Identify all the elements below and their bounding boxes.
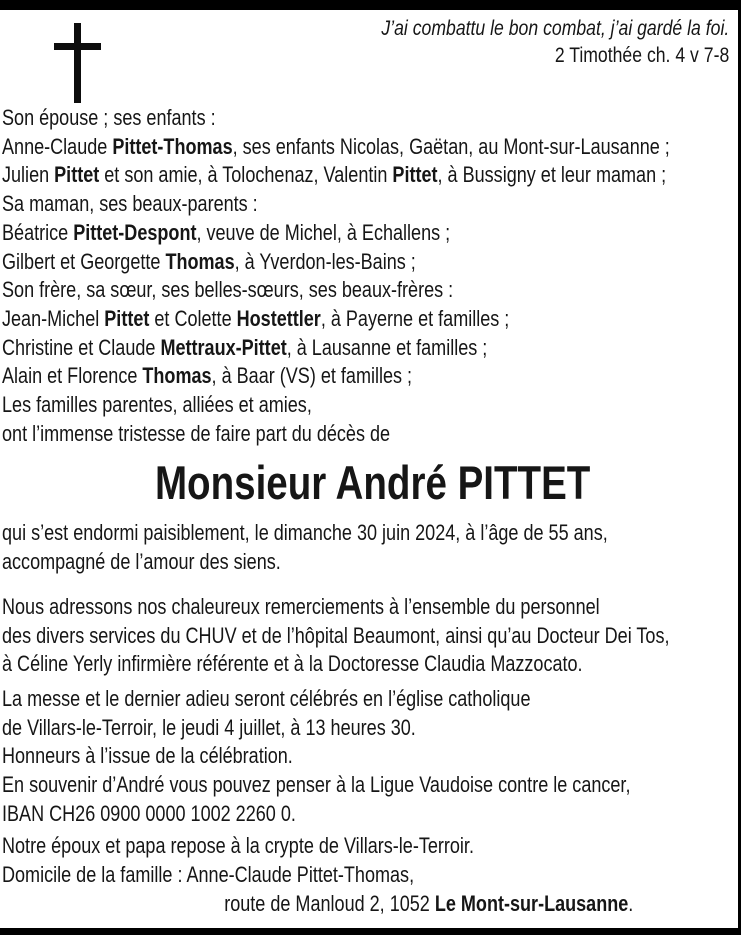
notice-body [2,104,741,919]
surname-bold: Thomas [165,248,235,274]
text-line: ont l’immense tristesse de faire part du décès de [2,420,391,446]
cross-horizontal-bar [54,43,101,50]
text-line: IBAN CH26 0900 0000 1002 2260 0. [2,800,296,826]
text-line: Son épouse ; ses enfants : [2,105,216,130]
epigraph-reference: 2 Timothée ch. 4 v 7-8 [554,43,729,67]
text-line: La messe et le dernier adieu seront célébrés en l’église catholique [2,685,531,711]
text-segment: , veuve de Michel, à Echallens ; [196,219,451,245]
surname-bold: Le Mont-sur-Lausanne [434,890,629,916]
text-segment: et son amie, à Tolochenaz, Valentin [99,162,393,188]
text-line: Son frère, sa sœur, ses belles-sœurs, ses beaux-frères : [2,277,454,303]
text-line: à Céline Yerly infirmière référente et à la Doctoresse Claudia Mazzocato. [2,651,583,677]
surname-bold: Pittet-Thomas [112,133,233,159]
surname-bold: Thomas [142,363,212,389]
text-segment: Christine et Claude [2,334,161,360]
cross-icon [0,10,110,104]
text-segment: , à Payerne et familles ; [320,305,510,331]
text-segment: , à Lausanne et familles ; [286,334,488,360]
text-line [2,248,741,277]
deceased-name: Monsieur André PITTET [154,456,591,510]
text-line: accompagné de l’amour des siens. [2,549,281,575]
text-segment: Gilbert et Georgette [2,248,166,274]
epigraph-quote: J’ai combattu le bon combat, j’ai gardé la foi. [381,16,729,40]
text-line [2,334,741,363]
text-segment: , à Baar (VS) et familles ; [211,363,413,389]
header [0,10,738,104]
thanks-paragraph [2,593,741,679]
text-line: Les familles parentes, alliées et amies, [2,392,312,418]
text-line: Honneurs à l’issue de la célébration. [2,743,293,769]
surname-bold: Pittet [104,305,150,331]
bottom-border [0,928,741,935]
top-border [0,0,741,10]
text-segment: , ses enfants Nicolas, Gaëtan, au Mont-sur-Lausanne ; [232,133,670,159]
epigraph [381,15,729,69]
text-segment: Alain et Florence [2,363,143,389]
text-line [2,362,741,391]
text-line [2,133,741,162]
surname-bold: Pittet [54,162,100,188]
death-paragraph [2,519,741,576]
text-segment: , à Yverdon-les-Bains ; [234,248,416,274]
text-line [2,305,741,334]
text-segment: , à Bussigny et leur maman ; [437,162,667,188]
text-line: des divers services du CHUV et de l’hôpital Beaumont, ainsi qu’au Docteur Dei Tos, [2,622,670,648]
closing-paragraph [2,832,741,889]
text-segment: Béatrice [2,219,74,245]
surname-bold: Hostettler [236,305,321,331]
surname-bold: Mettraux-Pittet [160,334,287,360]
surname-bold: Pittet-Despont [73,219,197,245]
text-segment: et Colette [149,305,237,331]
text-line: En souvenir d’André vous pouvez penser à la Ligue Vaudoise contre le cancer, [2,772,631,798]
text-line: Domicile de la famille : Anne-Claude Pittet-Thomas, [2,862,415,888]
text-segment: . [628,890,634,916]
text-line [2,161,741,190]
text-line: de Villars-le-Terroir, le jeudi 4 juillet, à 13 heures 30. [2,714,416,740]
text-line [2,219,741,248]
text-line: Sa maman, ses beaux-parents : [2,191,258,217]
family-address-line [2,890,741,919]
text-line: qui s’est endormi paisiblement, le dimanche 30 juin 2024, à l’âge de 55 ans, [2,520,608,546]
text-segment: Julien [2,162,55,188]
surname-bold: Pittet [392,162,438,188]
text-line: Nous adressons nos chaleureux remerciements à l’ensemble du personnel [2,593,600,619]
text-line: Notre époux et papa repose à la crypte de Villars-le-Terroir. [2,833,474,859]
text-segment: Anne-Claude [2,133,113,159]
ceremony-paragraph [2,685,741,829]
family-announcement [2,104,741,448]
text-segment: Jean-Michel [2,305,105,331]
text-segment: route de Manloud 2, 1052 [224,890,435,916]
cross-vertical-bar [74,23,81,103]
